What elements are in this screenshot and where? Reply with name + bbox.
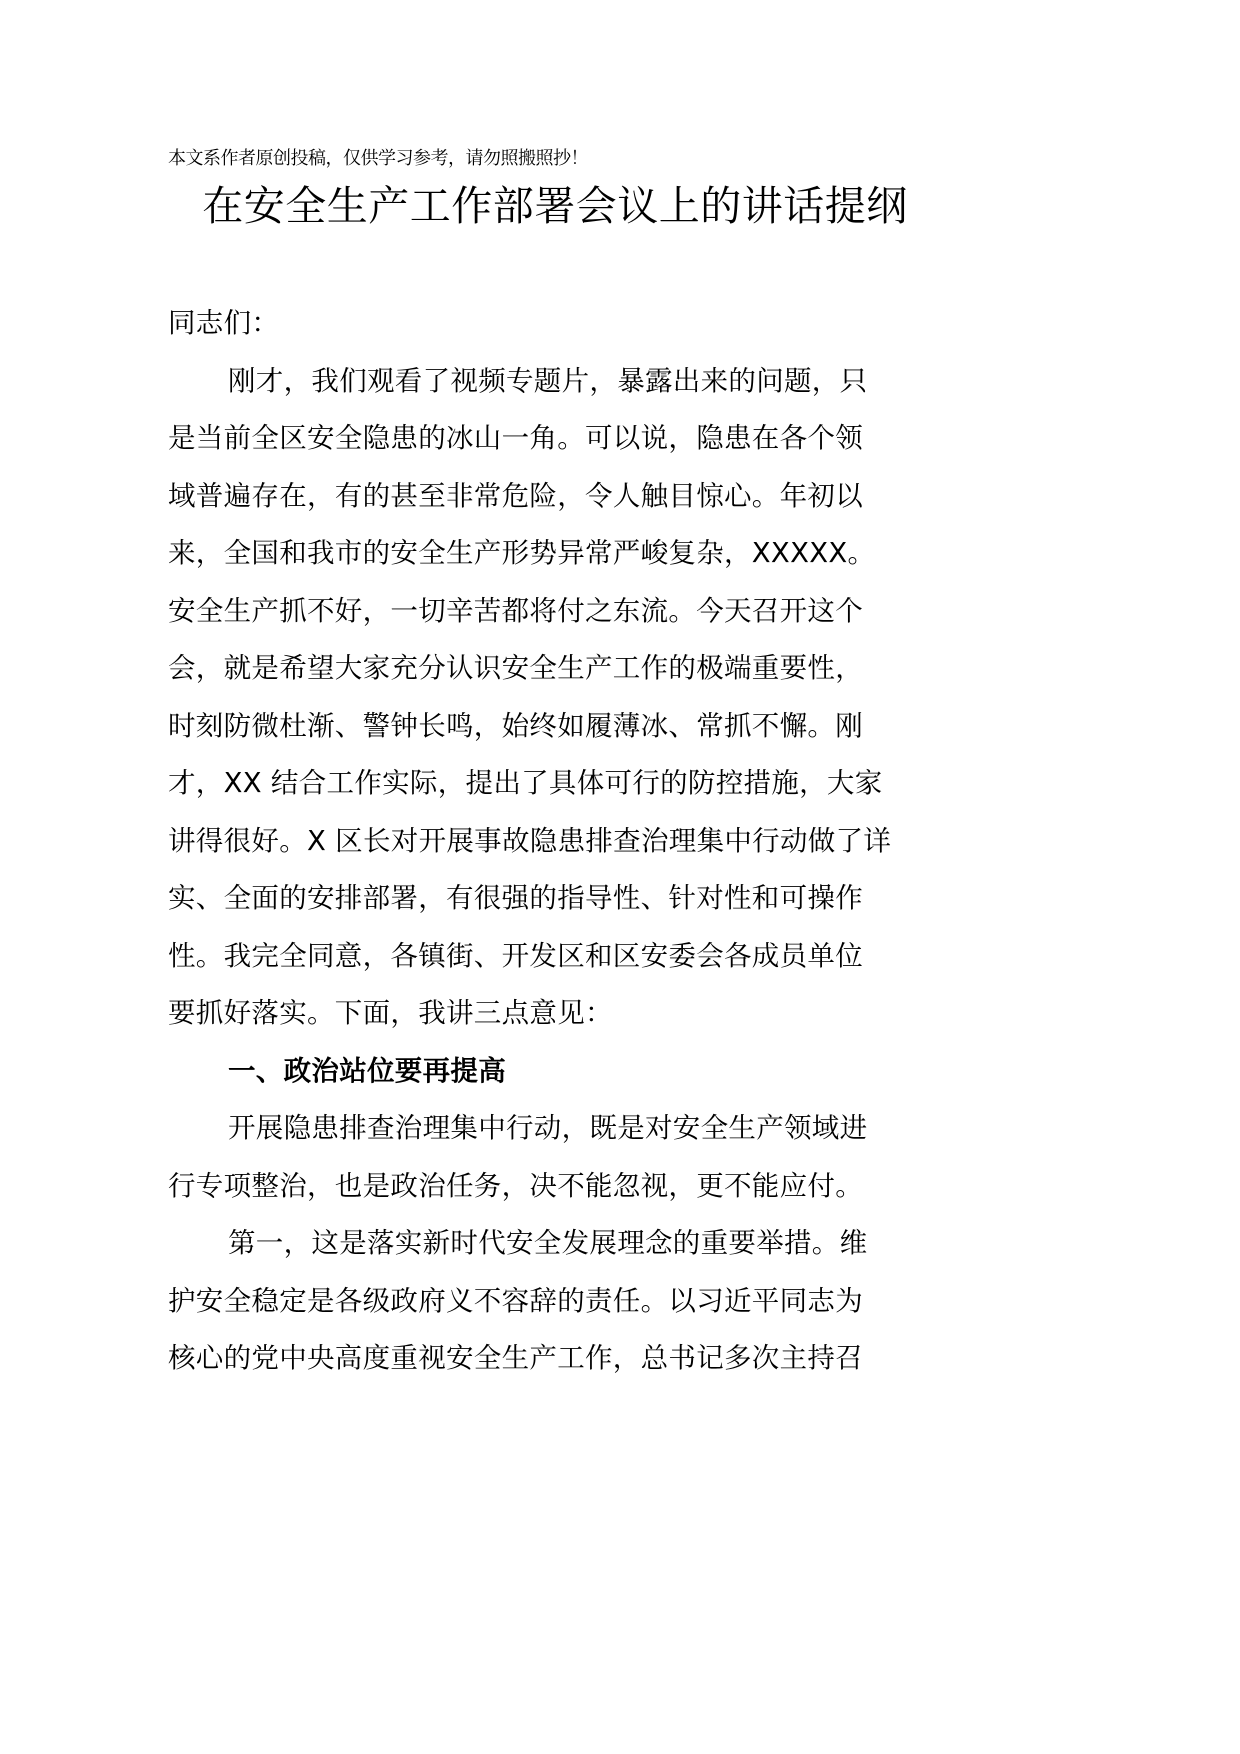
body-line: 行专项整治，也是政治任务，决不能忽视，更不能应付。 (168, 1169, 863, 1202)
body-line: 核心的党中央高度重视安全生产工作，总书记多次主持召 (168, 1342, 863, 1374)
section-heading: 一、政治站位要再提高 (228, 1054, 506, 1087)
document-body (168, 303, 948, 1396)
copyright-notice: 本文系作者原创投稿，仅供学习参考，请勿照搬照抄！ (168, 148, 588, 169)
body-line: 来，全国和我市的安全生产形势异常严峻复杂，XXXXX。 (168, 537, 876, 569)
body-line: 会，就是希望大家充分认识安全生产工作的极端重要性， (168, 652, 863, 684)
body-line: 时刻防微杜渐、警钟长鸣，始终如履薄冰、常抓不懈。刚 (168, 709, 863, 742)
body-line: 护安全稳定是各级政府义不容辞的责任。以习近平同志为 (168, 1284, 863, 1317)
body-line: 刚才，我们观看了视频专题片，暴露出来的问题，只 (228, 364, 868, 397)
document-title: 在安全生产工作部署会议上的讲话提纲 (202, 182, 908, 230)
body-line: 性。我完全同意，各镇街、开发区和区安委会各成员单位 (168, 939, 863, 972)
body-line: 实、全面的安排部署，有很强的指导性、针对性和可操作 (168, 882, 863, 914)
body-line: 才，XX 结合工作实际，提出了具体可行的防控措施，大家 (168, 767, 883, 799)
body-line: 讲得很好。X 区长对开展事故隐患排查治理集中行动做了详 (168, 824, 892, 857)
body-line: 安全生产抓不好，一切辛苦都将付之东流。今天召开这个 (168, 594, 863, 627)
body-line: 第一，这是落实新时代安全发展理念的重要举措。维 (228, 1227, 868, 1259)
body-line: 是当前全区安全隐患的冰山一角。可以说，隐患在各个领 (168, 422, 863, 454)
body-line: 开展隐患排查治理集中行动，既是对安全生产领域进 (228, 1112, 868, 1144)
body-line: 要抓好落实。下面，我讲三点意见： (168, 997, 613, 1029)
body-line: 域普遍存在，有的甚至非常危险，令人触目惊心。年初以 (168, 479, 863, 512)
salutation: 同志们： (168, 307, 280, 339)
